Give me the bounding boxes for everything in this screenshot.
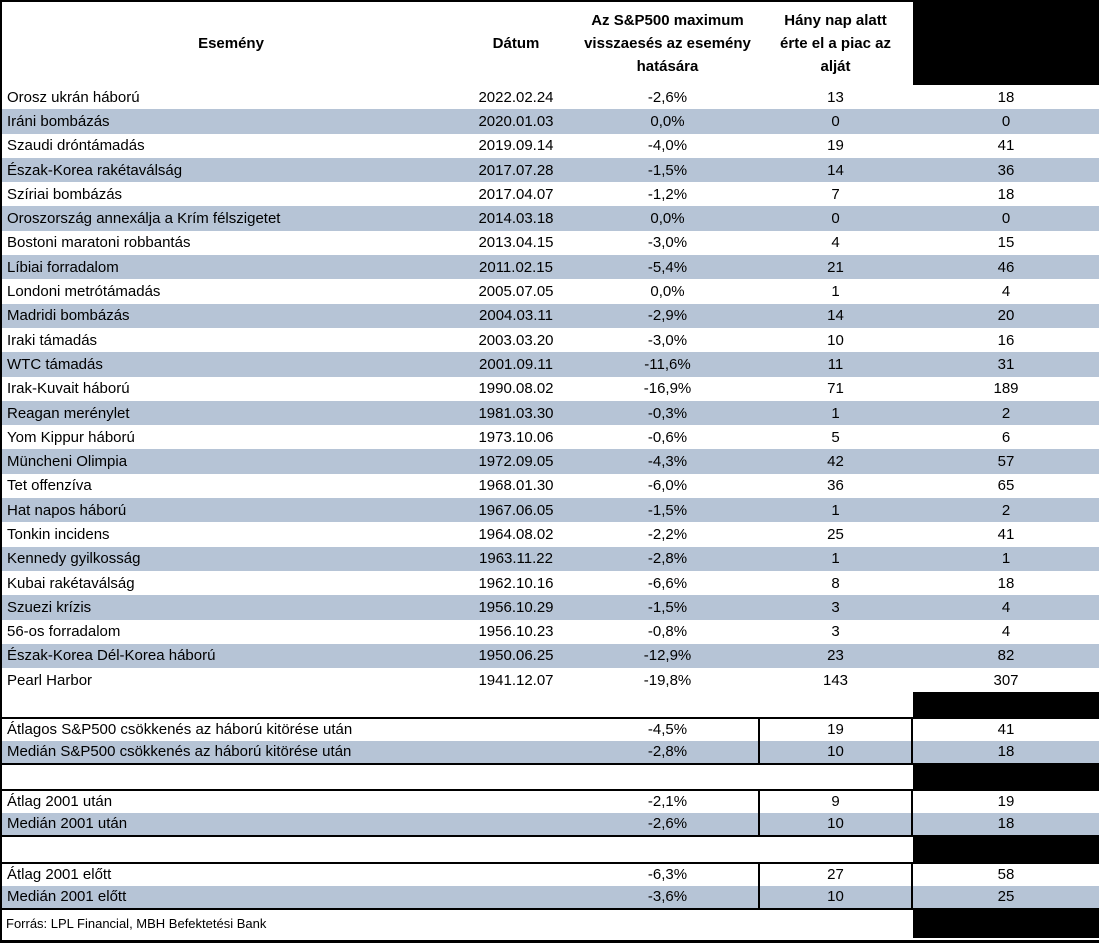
cell-drawdown: -2,2% <box>647 525 688 543</box>
cell-date: 2011.02.15 <box>479 258 553 276</box>
cell-col5: 4 <box>1001 283 1011 301</box>
table-row <box>2 304 1099 328</box>
cell-event: Tonkin incidens <box>7 525 110 543</box>
summary-cell-col5: 25 <box>997 888 1015 906</box>
summary-block-war-outbreak <box>2 717 1099 765</box>
cell-days: 14 <box>827 161 844 179</box>
cell-days: 1 <box>831 283 840 301</box>
source-row <box>2 910 1099 938</box>
header-redacted <box>913 2 1099 85</box>
cell-event: Észak-Korea rakétaválság <box>7 161 183 179</box>
cell-drawdown: -6,6% <box>647 574 688 592</box>
cell-date: 1973.10.06 <box>478 428 554 446</box>
cell-days: 11 <box>827 355 844 373</box>
cell-event: Iráni bombázás <box>7 112 110 130</box>
cell-event: Madridi bombázás <box>7 307 130 325</box>
summary-cell-drawdown: -2,8% <box>647 743 688 761</box>
summary-cell-drawdown: -4,5% <box>647 721 688 739</box>
table-row <box>2 571 1099 595</box>
cell-event: Müncheni Olimpia <box>7 453 128 471</box>
cell-drawdown: -1,5% <box>647 598 688 616</box>
cell-event: Kennedy gyilkosság <box>7 550 141 568</box>
cell-days: 36 <box>827 477 844 495</box>
cell-days: 1 <box>831 550 840 568</box>
summary-cell-label: Medián S&P500 csökkenés az háború kitörése után <box>7 743 352 761</box>
cell-drawdown: -1,2% <box>647 185 688 203</box>
cell-col5: 46 <box>997 258 1015 276</box>
summary-block-after-2001 <box>2 789 1099 837</box>
redaction-box <box>913 837 1099 862</box>
cell-event: WTC támadás <box>7 355 103 373</box>
cell-event: Irak-Kuvait háború <box>7 380 130 398</box>
cell-event: Iraki támadás <box>7 331 98 349</box>
cell-days: 5 <box>831 428 840 446</box>
cell-col5: 189 <box>993 380 1019 398</box>
header-drawdown <box>577 2 758 85</box>
cell-col5: 41 <box>997 525 1015 543</box>
cell-date: 2004.03.11 <box>479 307 553 325</box>
cell-drawdown: 0,0% <box>650 112 685 130</box>
summary-cell-days: 19 <box>758 719 913 741</box>
cell-drawdown: 0,0% <box>650 210 685 228</box>
table-row <box>2 85 1099 109</box>
summary-cell-label: Átlag 2001 után <box>7 793 113 811</box>
table-row <box>2 547 1099 571</box>
summary-row <box>2 886 1099 908</box>
spacer-cell <box>2 765 913 789</box>
cell-date: 2017.07.28 <box>478 161 554 179</box>
cell-drawdown: -6,0% <box>647 477 688 495</box>
cell-drawdown: -2,8% <box>647 550 688 568</box>
cell-days: 3 <box>831 623 840 641</box>
header-days-line2: érte el a piac az <box>780 35 891 52</box>
cell-date: 1941.12.07 <box>478 671 554 689</box>
cell-event: Észak-Korea Dél-Korea háború <box>7 647 216 665</box>
cell-col5: 6 <box>1001 428 1011 446</box>
cell-date: 2013.04.15 <box>478 234 554 252</box>
table-row <box>2 206 1099 230</box>
cell-drawdown: -2,6% <box>647 88 688 106</box>
cell-drawdown: 0,0% <box>650 283 685 301</box>
table-row <box>2 279 1099 303</box>
cell-drawdown: -0,6% <box>647 428 688 446</box>
cell-date: 1962.10.16 <box>478 574 554 592</box>
summary-cell-col5: 19 <box>997 793 1015 811</box>
summary-row <box>2 719 1099 741</box>
cell-col5: 18 <box>997 88 1015 106</box>
cell-col5: 57 <box>997 453 1015 471</box>
cell-date: 1964.08.02 <box>478 525 554 543</box>
cell-drawdown: -4,3% <box>647 453 688 471</box>
cell-col5: 2 <box>1001 501 1011 519</box>
table-row <box>2 352 1099 376</box>
cell-days: 21 <box>827 258 844 276</box>
cell-drawdown: -3,0% <box>647 331 688 349</box>
redaction-box <box>913 765 1099 789</box>
cell-days: 71 <box>827 380 844 398</box>
cell-event: 56-os forradalom <box>7 623 121 641</box>
cell-event: Tet offenzíva <box>7 477 92 495</box>
cell-days: 13 <box>827 88 844 106</box>
cell-date: 2019.09.14 <box>478 137 554 155</box>
summary-cell-days: 10 <box>758 813 913 835</box>
cell-event: Hat napos háború <box>7 501 127 519</box>
cell-event: Bostoni maratoni robbantás <box>7 234 191 252</box>
cell-col5: 41 <box>997 137 1015 155</box>
table-row <box>2 255 1099 279</box>
header-drawdown-line3: hatására <box>636 58 699 75</box>
summary-cell-days: 27 <box>758 864 913 886</box>
table-row <box>2 620 1099 644</box>
table-row <box>2 595 1099 619</box>
table-row <box>2 668 1099 692</box>
table-row <box>2 449 1099 473</box>
header-drawdown-line1: Az S&P500 maximum <box>591 12 744 29</box>
cell-event: Orosz ukrán háború <box>7 88 140 106</box>
cell-drawdown: -5,4% <box>647 258 688 276</box>
summary-cell-col5: 41 <box>997 721 1015 739</box>
summary-cell-drawdown: -2,6% <box>647 815 688 833</box>
table-row <box>2 522 1099 546</box>
header-drawdown-line2: visszaesés az esemény <box>584 35 751 52</box>
table-row <box>2 134 1099 158</box>
cell-date: 1956.10.23 <box>478 623 554 641</box>
cell-event: Szuezi krízis <box>7 598 92 616</box>
cell-days: 0 <box>831 112 840 130</box>
cell-drawdown: -12,9% <box>643 647 692 665</box>
table-row <box>2 328 1099 352</box>
cell-date: 1972.09.05 <box>478 453 554 471</box>
summary-cell-col5: 58 <box>997 866 1015 884</box>
cell-event: Szaudi dróntámadás <box>7 137 145 155</box>
summary-row <box>2 741 1099 763</box>
cell-event: Szíriai bombázás <box>7 185 123 203</box>
cell-col5: 16 <box>997 331 1015 349</box>
summary-row <box>2 791 1099 813</box>
redaction-box <box>913 692 1099 717</box>
table-header-row <box>2 2 1099 85</box>
cell-date: 2005.07.05 <box>478 283 554 301</box>
cell-days: 4 <box>831 234 840 252</box>
cell-days: 14 <box>827 307 844 325</box>
spacer-cell <box>2 837 913 862</box>
cell-col5: 1 <box>1001 550 1011 568</box>
cell-event: Líbiai forradalom <box>7 258 119 276</box>
summary-cell-drawdown: -3,6% <box>647 888 688 906</box>
summary-row <box>2 864 1099 886</box>
table-row <box>2 498 1099 522</box>
header-event-label: Esemény <box>198 35 264 52</box>
summary-cell-drawdown: -2,1% <box>647 793 688 811</box>
header-date-label: Dátum <box>492 35 540 52</box>
cell-col5: 18 <box>997 185 1015 203</box>
spacer-cell <box>2 692 913 717</box>
cell-days: 143 <box>822 671 849 689</box>
cell-col5: 18 <box>997 574 1015 592</box>
table-row <box>2 401 1099 425</box>
summary-cell-col5: 18 <box>997 815 1015 833</box>
table-row <box>2 644 1099 668</box>
cell-date: 1950.06.25 <box>478 647 554 665</box>
source-text: Forrás: LPL Financial, MBH Befektetési Bank <box>6 916 267 932</box>
table-row <box>2 182 1099 206</box>
cell-date: 2001.09.11 <box>479 355 553 373</box>
table-body <box>2 85 1099 692</box>
cell-date: 1956.10.29 <box>478 598 554 616</box>
cell-date: 1981.03.30 <box>478 404 554 422</box>
redaction-box-footer <box>913 910 1099 938</box>
header-date <box>455 2 577 85</box>
cell-date: 2020.01.03 <box>478 112 554 130</box>
summary-cell-label: Medián 2001 előtt <box>7 888 127 906</box>
cell-col5: 36 <box>997 161 1015 179</box>
cell-date: 2017.04.07 <box>478 185 554 203</box>
spacer-row <box>2 692 1099 717</box>
table-row <box>2 425 1099 449</box>
cell-days: 1 <box>831 501 840 519</box>
cell-date: 1990.08.02 <box>478 380 554 398</box>
cell-days: 42 <box>827 453 844 471</box>
summary-row <box>2 813 1099 835</box>
cell-drawdown: -3,0% <box>647 234 688 252</box>
cell-date: 2014.03.18 <box>478 210 554 228</box>
cell-date: 1968.01.30 <box>478 477 554 495</box>
cell-col5: 0 <box>1001 112 1011 130</box>
summary-cell-drawdown: -6,3% <box>647 866 688 884</box>
cell-days: 19 <box>827 137 844 155</box>
summary-cell-col5: 18 <box>997 743 1015 761</box>
header-days <box>758 2 913 85</box>
cell-event: Oroszország annexálja a Krím félszigetet <box>7 210 281 228</box>
cell-days: 25 <box>827 525 844 543</box>
cell-days: 10 <box>827 331 844 349</box>
cell-days: 7 <box>831 185 840 203</box>
cell-col5: 15 <box>997 234 1015 252</box>
cell-days: 1 <box>831 404 840 422</box>
cell-col5: 65 <box>997 477 1015 495</box>
cell-days: 3 <box>831 598 840 616</box>
cell-days: 0 <box>831 210 840 228</box>
cell-date: 1967.06.05 <box>478 501 554 519</box>
summary-block-before-2001 <box>2 862 1099 910</box>
cell-drawdown: -0,3% <box>647 404 688 422</box>
cell-drawdown: -1,5% <box>647 161 688 179</box>
header-days-line3: alját <box>820 58 851 75</box>
spacer-row <box>2 765 1099 789</box>
table-row <box>2 109 1099 133</box>
cell-col5: 4 <box>1001 598 1011 616</box>
cell-event: Yom Kippur háború <box>7 428 135 446</box>
header-event <box>2 2 455 85</box>
cell-drawdown: -0,8% <box>647 623 688 641</box>
cell-col5: 307 <box>993 671 1019 689</box>
cell-days: 8 <box>831 574 840 592</box>
table-row <box>2 158 1099 182</box>
summary-cell-days: 10 <box>758 886 913 908</box>
header-days-line1: Hány nap alatt <box>784 12 887 29</box>
table-row <box>2 474 1099 498</box>
redaction-box-header <box>913 2 1099 85</box>
cell-drawdown: -4,0% <box>647 137 688 155</box>
cell-col5: 4 <box>1001 623 1011 641</box>
table-row <box>2 377 1099 401</box>
cell-event: Kubai rakétaválság <box>7 574 135 592</box>
cell-date: 2022.02.24 <box>478 88 554 106</box>
summary-cell-label: Átlagos S&P500 csökkenés az háború kitörése után <box>7 721 353 739</box>
spacer-row <box>2 837 1099 862</box>
cell-days: 23 <box>827 647 844 665</box>
cell-drawdown: -19,8% <box>643 671 692 689</box>
cell-col5: 2 <box>1001 404 1011 422</box>
summary-cell-label: Átlag 2001 előtt <box>7 866 112 884</box>
cell-col5: 31 <box>997 355 1015 373</box>
summary-cell-days: 10 <box>758 741 913 763</box>
cell-drawdown: -2,9% <box>647 307 688 325</box>
table-row <box>2 231 1099 255</box>
cell-drawdown: -16,9% <box>643 380 692 398</box>
cell-col5: 20 <box>997 307 1015 325</box>
cell-drawdown: -11,6% <box>644 355 691 373</box>
cell-col5: 82 <box>997 647 1015 665</box>
summary-cell-label: Medián 2001 után <box>7 815 128 833</box>
summary-cell-days: 9 <box>758 791 913 813</box>
cell-date: 2003.03.20 <box>478 331 554 349</box>
cell-event: Reagan merénylet <box>7 404 130 422</box>
cell-event: Pearl Harbor <box>7 671 93 689</box>
cell-drawdown: -1,5% <box>647 501 688 519</box>
cell-event: Londoni metrótámadás <box>7 283 161 301</box>
cell-date: 1963.11.22 <box>479 550 553 568</box>
cell-col5: 0 <box>1001 210 1011 228</box>
